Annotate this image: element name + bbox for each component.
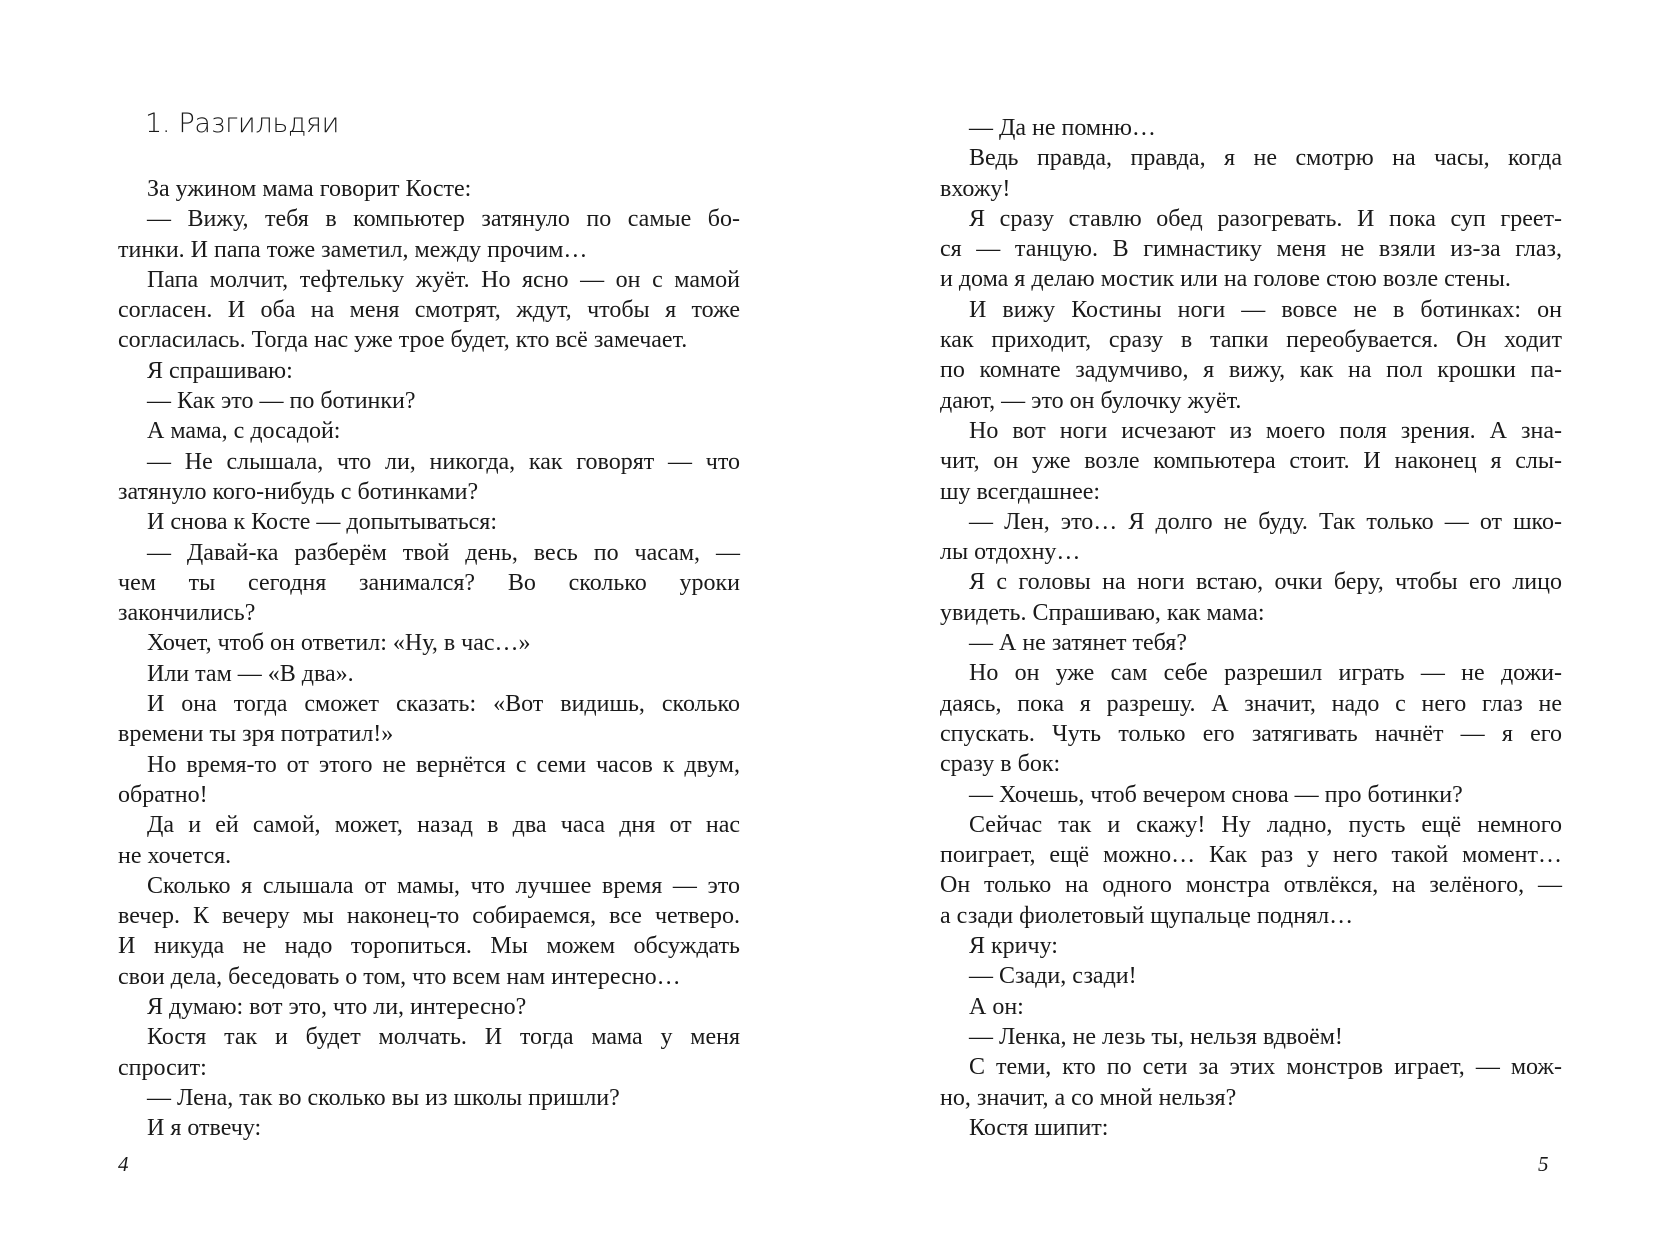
text-line: Я думаю: вот это, что ли, интересно?: [147, 994, 527, 1021]
text-line: сразу в бок:: [940, 751, 1061, 778]
right-page-text: [940, 113, 1562, 1143]
text-line: времени ты зря потратил!»: [118, 721, 394, 748]
text-line: Но вот ноги исчезают из моего поля зрения. А зна-: [969, 417, 1562, 444]
text-line: затянуло кого-нибудь с ботинками?: [118, 478, 479, 505]
text-line: Я с головы на ноги встаю, очки беру, чтобы его лицо: [969, 569, 1562, 596]
text-line: согласилась. Тогда нас уже трое будет, кто всё замечает.: [118, 327, 688, 354]
text-line: вечер. К вечеру мы наконец-то собираемся, все четверо.: [118, 903, 740, 930]
page-number-right: 5: [1538, 1152, 1549, 1176]
text-line: Но он уже сам себе разрешил играть — не дожи-: [969, 660, 1562, 687]
text-line: — Как это — по ботинки?: [147, 388, 416, 415]
text-line: Я сразу ставлю обед разогревать. И пока суп греет-: [969, 205, 1562, 232]
text-line: И снова к Косте — допытываться:: [147, 509, 497, 536]
text-line: тинки. И папа тоже заметил, между прочим…: [118, 236, 588, 263]
text-line: а сзади фиолетовый щупальце поднял…: [940, 902, 1354, 929]
text-line: закончились?: [118, 600, 256, 627]
text-line: Папа молчит, тефтельку жуёт. Но ясно — он с мамой: [147, 266, 740, 293]
text-line: И я отвечу:: [147, 1115, 262, 1142]
text-line: Я кричу:: [969, 933, 1058, 960]
page-number-left: 4: [118, 1152, 129, 1176]
text-line: обратно!: [118, 781, 208, 808]
text-line: А мама, с досадой:: [147, 418, 341, 445]
text-line: Да и ей самой, может, назад в два часа дня от нас: [147, 812, 740, 839]
text-line: — А не затянет тебя?: [969, 630, 1187, 657]
text-line: Костя так и будет молчать. И тогда мама у меня: [147, 1024, 740, 1051]
text-line: Но время-то от этого не вернётся с семи часов к двум,: [147, 751, 740, 778]
text-line: шу всегдашнее:: [940, 478, 1101, 505]
text-line: как приходит, сразу в тапки переобувается. Он ходит: [940, 327, 1562, 354]
text-line: спросит:: [118, 1054, 207, 1081]
text-line: согласен. И оба на меня смотрят, ждут, чтобы я тоже: [118, 297, 740, 324]
text-line: — Лен, это… Я долго не буду. Так только — от шко-: [969, 508, 1562, 535]
text-line: ся — танцую. В гимнастику меня не взяли из-за глаз,: [940, 236, 1562, 263]
text-line: Сейчас так и скажу! Ну ладно, пусть ещё немного: [969, 811, 1562, 838]
text-line: За ужином мама говорит Косте:: [147, 176, 472, 202]
text-line: — Сзади, сзади!: [969, 963, 1137, 990]
text-line: по комнате задумчиво, я вижу, как на пол крошки па-: [940, 357, 1562, 384]
text-line: — Лена, так во сколько вы из школы пришли?: [147, 1084, 620, 1111]
text-line: и дома я делаю мостик или на голове стою возле стены.: [940, 266, 1511, 293]
text-line: Хочет, чтоб он ответил: «Ну, в час…»: [147, 630, 531, 657]
text-line: увидеть. Спрашиваю, как мама:: [940, 599, 1265, 626]
text-line: лы отдохну…: [940, 539, 1081, 566]
text-line: И она тогда сможет сказать: «Вот видишь, сколько: [147, 691, 740, 718]
text-line: дают, — это он булочку жуёт.: [940, 387, 1242, 414]
text-line: не хочется.: [118, 842, 232, 869]
text-line: И никуда не надо торопиться. Мы можем обсуждать: [118, 933, 740, 960]
text-line: — Ленка, не лезь ты, нельзя вдвоём!: [969, 1023, 1343, 1050]
text-line: Он только на одного монстра отвлёкся, на зелёного, —: [940, 872, 1562, 899]
text-line: но, значит, а со мной нельзя?: [940, 1084, 1237, 1111]
text-line: Сколько я слышала от мамы, что лучшее время — это: [147, 872, 740, 899]
text-line: — Не слышала, что ли, никогда, как говорят — что: [147, 448, 740, 475]
text-line: И вижу Костины ноги — вовсе не в ботинках: он: [969, 296, 1562, 323]
left-page-text: [118, 174, 740, 1144]
text-line: Костя шипит:: [969, 1114, 1109, 1141]
text-line: — Давай-ка разберём твой день, весь по часам, —: [147, 539, 740, 566]
text-line: С теми, кто по сети за этих монстров играет, — мож-: [969, 1054, 1562, 1081]
chapter-title: 1. Разгильдяи: [145, 108, 340, 139]
right-page: [827, 0, 1654, 1240]
text-line: Или там — «В два».: [147, 660, 354, 687]
text-line: чем ты сегодня занимался? Во сколько уроки: [118, 569, 740, 596]
text-line: Ведь правда, правда, я не смотрю на часы, когда: [969, 145, 1562, 172]
text-line: вхожу!: [940, 175, 1011, 202]
text-line: чит, он уже возле компьютера стоит. И наконец я слы-: [940, 448, 1562, 475]
text-line: поиграет, ещё можно… Как раз у него такой момент…: [940, 842, 1562, 869]
text-line: свои дела, беседовать о том, что всем нам интересно…: [118, 963, 681, 990]
text-line: — Да не помню…: [969, 115, 1156, 141]
text-line: даясь, пока я разрешу. А значит, надо с него глаз не: [940, 690, 1562, 717]
text-line: — Вижу, тебя в компьютер затянуло по самые бо-: [147, 206, 740, 233]
text-line: Я спрашиваю:: [147, 357, 293, 384]
text-line: — Хочешь, чтоб вечером снова — про ботинки?: [969, 781, 1463, 808]
text-line: спускать. Чуть только его затягивать начнёт — я его: [940, 720, 1562, 747]
text-line: А он:: [969, 993, 1024, 1020]
